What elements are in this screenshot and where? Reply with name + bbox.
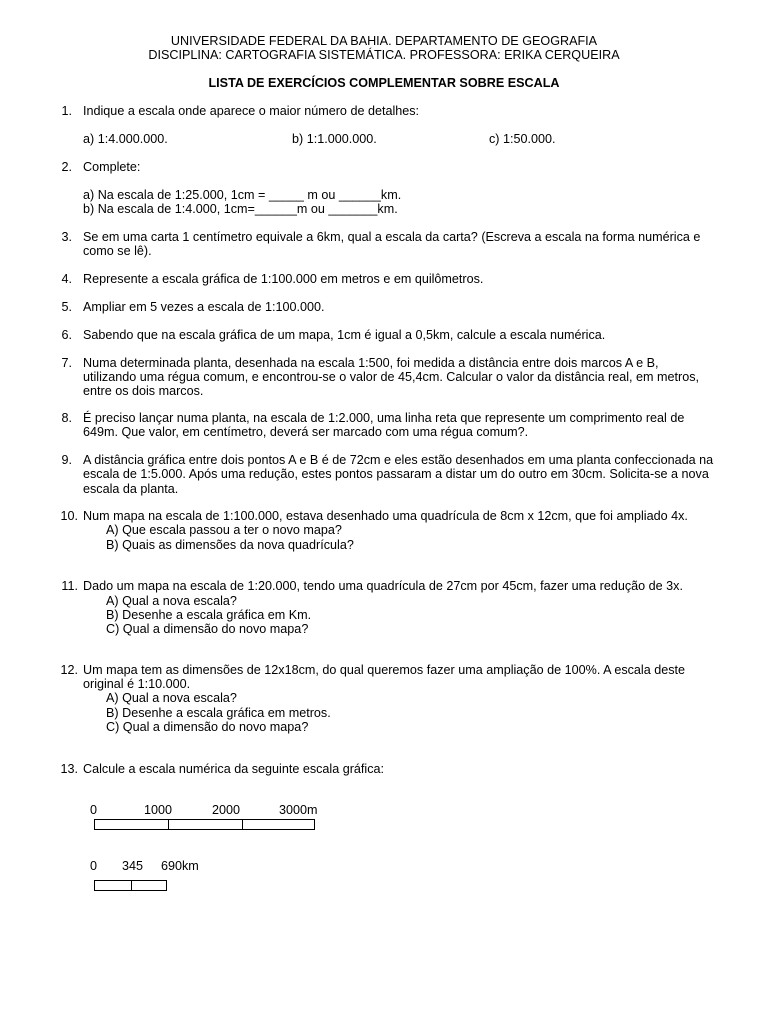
sub-question-a: A) Que escala passou a ter o novo mapa? [106,523,342,537]
scale1-label-3000m: 3000m [279,803,318,817]
scale2-label-345: 345 [122,859,144,873]
question-number: 4. [61,272,72,286]
question-line: Se em uma carta 1 centímetro equivale a 6km, qual a escala da carta? (Escreva a escala na forma numérica e [83,230,701,244]
question-number: 7. [61,356,72,370]
question-number: 10. [60,509,78,523]
sub-item-b: b) Na escala de 1:4.000, 1cm=______m ou _______km. [83,202,398,216]
question-text: Dado um mapa na escala de 1:20.000, tendo uma quadrícula de 27cm por 45cm, fazer uma redução de 3x. [83,579,683,593]
question-line: 649m. Que valor, em centímetro, deverá ser marcado com uma régua comum?. [83,425,529,439]
sub-question-b: B) Quais as dimensões da nova quadrícula? [106,538,354,552]
option-c: c) 1:50.000. [489,132,556,146]
question-line: A distância gráfica entre dois pontos A e B é de 72cm e eles estão desenhados em uma planta confeccionada na [83,453,714,467]
question-text: Sabendo que na escala gráfica de um mapa, 1cm é igual a 0,5km, calcule a escala numérica. [83,328,606,342]
question-number: 13. [60,762,78,776]
sub-question-a: A) Qual a nova escala? [106,594,237,608]
graphic-scale-bar-meters [94,819,315,830]
question-number: 5. [61,300,72,314]
question-text: Complete: [83,160,141,174]
question-line: Um mapa tem as dimensões de 12x18cm, do qual queremos fazer uma ampliação de 100%. A escala deste [83,663,686,677]
sub-question-b: B) Desenhe a escala gráfica em metros. [106,706,331,720]
scale-division [242,819,243,830]
question-number: 6. [61,328,72,342]
question-text: Calcule a escala numérica da seguinte escala gráfica: [83,762,385,776]
question-number: 12. [60,663,78,677]
question-number: 8. [61,411,72,425]
question-number: 9. [61,453,72,467]
university-header: UNIVERSIDADE FEDERAL DA BAHIA. DEPARTAMENTO DE GEOGRAFIA [170,34,598,48]
question-number: 11. [61,579,78,593]
question-line: Numa determinada planta, desenhada na escala 1:500, foi medida a distância entre dois marcos A e B, [83,356,659,370]
question-line: original é 1:10.000. [83,677,191,691]
question-number: 1. [61,104,72,118]
question-text: Ampliar em 5 vezes a escala de 1:100.000. [83,300,325,314]
sub-question-b: B) Desenhe a escala gráfica em Km. [106,608,312,622]
question-line: utilizando uma régua comum, e encontrou-se o valor de 45,4cm. Calcular o valor da distância real, em metros, [83,370,699,384]
scale1-label-1000: 1000 [144,803,173,817]
question-line: como se lê). [83,244,152,258]
scale1-label-0: 0 [90,803,98,817]
page-title: LISTA DE EXERCÍCIOS COMPLEMENTAR SOBRE ESCALA [208,76,560,90]
scale2-label-690km: 690km [161,859,199,873]
question-number: 2. [61,160,72,174]
sub-question-a: A) Qual a nova escala? [106,691,237,705]
scale2-label-0: 0 [90,859,98,873]
option-b: b) 1:1.000.000. [292,132,377,146]
question-text: Indique a escala onde aparece o maior número de detalhes: [83,104,420,118]
question-text: Num mapa na escala de 1:100.000, estava desenhado uma quadrícula de 8cm x 12cm, que foi ampliado 4x. [83,509,688,523]
sub-item-a: a) Na escala de 1:25.000, 1cm = _____ m ou ______km. [83,188,402,202]
question-line: escala da planta. [83,482,179,496]
question-line: É preciso lançar numa planta, na escala de 1:2.000, uma linha reta que represente um comprimento real de [83,411,685,425]
discipline-header: DISCIPLINA: CARTOGRAFIA SISTEMÁTICA. PROFESSORA: ERIKA CERQUEIRA [148,48,620,62]
scale-division [131,880,132,891]
question-line: escala de 1:5.000. Após uma redução, estes pontos passaram a distar um do outro em 30cm. Solicita-se a nova [83,467,709,481]
sub-question-c: C) Qual a dimensão do novo mapa? [106,720,309,734]
scale-division [168,819,169,830]
sub-question-c: C) Qual a dimensão do novo mapa? [106,622,309,636]
scale1-label-2000: 2000 [212,803,241,817]
option-a: a) 1:4.000.000. [83,132,168,146]
question-number: 3. [61,230,72,244]
question-text: Represente a escala gráfica de 1:100.000 em metros e em quilômetros. [83,272,484,286]
graphic-scale-bar-km [94,880,167,891]
question-line: entre os dois marcos. [83,384,204,398]
